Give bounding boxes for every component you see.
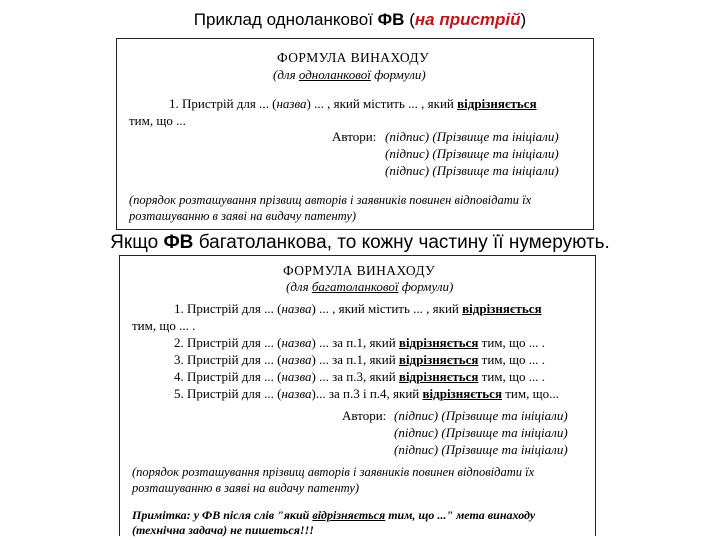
doc1-authors-label: Автори: (332, 129, 377, 144)
doc1-claim-continuation: тим, що ... (129, 113, 186, 128)
claim-name: назва (281, 369, 312, 384)
doc2-claim-5 (174, 385, 559, 402)
doc2-signature-line: (підпис) (Прізвище та ініціали) (394, 425, 568, 440)
multi-link-caption (0, 232, 720, 254)
multi-link-formula-document (119, 255, 596, 536)
doc1-subtitle-suffix: формули) (374, 67, 426, 82)
slide-title (0, 10, 720, 30)
doc2-subtitle-underlined: багатоланкової (311, 279, 399, 294)
claim-name: назва (281, 386, 312, 401)
claim-text-a: 1. Пристрій для ... ( (174, 301, 282, 316)
claim-text-b: ) ... за п.1, який (311, 352, 396, 367)
doc2-order-note-line1: (порядок розташування прізвищ авторів і заявників повинен відповідати їх (132, 465, 535, 479)
single-link-formula-document (116, 38, 594, 230)
doc2-claim-1 (174, 300, 542, 317)
doc1-claim-key: відрізняється (457, 96, 537, 111)
doc2-subtitle-prefix: (для (286, 279, 309, 294)
claim-name: назва (281, 352, 312, 367)
doc2-claim-1-continuation: тим, що ... . (132, 318, 196, 333)
claim-text-c: тим, що... (505, 386, 559, 401)
claim-text-b: )... за п.3 і п.4, який (311, 386, 420, 401)
doc1-order-note-line1: (порядок розташування прізвищ авторів і заявників повинен відповідати їх (129, 193, 532, 207)
doc2-subtitle (286, 278, 453, 295)
claim-text-b: ) ... за п.1, який (311, 335, 396, 350)
doc1-claim-text-b: ) ... , який містить ... , який (306, 96, 454, 111)
doc2-claim-2 (174, 334, 545, 351)
claim-key: відрізняється (398, 369, 479, 384)
caption-fv: ФВ (163, 232, 194, 253)
claim-text-a: 4. Пристрій для ... ( (174, 369, 282, 384)
doc1-claim-name: назва (276, 96, 307, 111)
doc2-remark-line2: (технічна задача) не пишеться!!! (132, 523, 314, 537)
claim-key: відрізняється (398, 352, 479, 367)
claim-name: назва (281, 301, 312, 316)
doc1-signature-line: (підпис) (Прізвище та ініціали) (385, 146, 559, 161)
remark-text-b: тим, що ..." мета винаходу (388, 508, 536, 522)
remark-text-a: у ФВ після слів "який (193, 508, 310, 522)
claim-name: назва (281, 335, 312, 350)
remark-label: Примітка: (132, 508, 191, 522)
claim-key: відрізняється (422, 386, 502, 401)
doc1-order-note-line2: розташуванню в заяві на видачу патенту) (129, 209, 357, 223)
title-prefix: Приклад одноланкової (193, 10, 373, 29)
doc2-claim-4 (174, 368, 545, 385)
claim-text-b: ) ... за п.3, який (311, 369, 396, 384)
doc2-order-note-line2: розташуванню в заяві на видачу патенту) (132, 481, 360, 495)
caption-prefix: Якщо (110, 232, 159, 253)
claim-text-a: 2. Пристрій для ... ( (174, 335, 282, 350)
doc1-claim-text-a: 1. Пристрій для ... ( (169, 96, 277, 111)
doc1-subtitle (273, 66, 426, 83)
doc1-subtitle-underlined: одноланкової (298, 67, 371, 82)
doc1-heading: ФОРМУЛА ВИНАХОДУ (277, 50, 430, 65)
title-red-text: на пристрій (414, 10, 521, 29)
doc2-subtitle-suffix: формули) (401, 279, 454, 294)
claim-text-c: тим, що ... . (481, 335, 546, 350)
title-fv: ФВ (377, 10, 405, 29)
claim-text-b: ) ... , який містить ... , який (311, 301, 459, 316)
doc1-signature-line: (підпис) (Прізвище та ініціали) (385, 129, 559, 144)
claim-key: відрізняється (462, 301, 542, 316)
doc2-signature-line: (підпис) (Прізвище та ініціали) (394, 442, 568, 457)
claim-text-c: тим, що ... . (481, 352, 546, 367)
doc2-authors-label: Автори: (342, 408, 387, 423)
doc2-claim-3 (174, 351, 545, 368)
doc1-signature-line: (підпис) (Прізвище та ініціали) (385, 163, 559, 178)
claim-text-a: 5. Пристрій для ... ( (174, 386, 282, 401)
caption-rest: багатоланкова, то кожну частину її нумерують. (198, 232, 610, 253)
claim-key: відрізняється (398, 335, 479, 350)
claim-text-a: 3. Пристрій для ... ( (174, 352, 282, 367)
claim-text-c: тим, що ... . (481, 369, 546, 384)
doc2-signature-line: (підпис) (Прізвище та ініціали) (394, 408, 568, 423)
remark-key: відрізняється (312, 508, 386, 522)
doc1-claim-1 (169, 95, 537, 112)
doc1-subtitle-prefix: (для (273, 67, 296, 82)
title-close-paren: ) (520, 10, 527, 29)
doc2-heading: ФОРМУЛА ВИНАХОДУ (283, 263, 436, 278)
title-open-paren: ( (409, 10, 415, 29)
